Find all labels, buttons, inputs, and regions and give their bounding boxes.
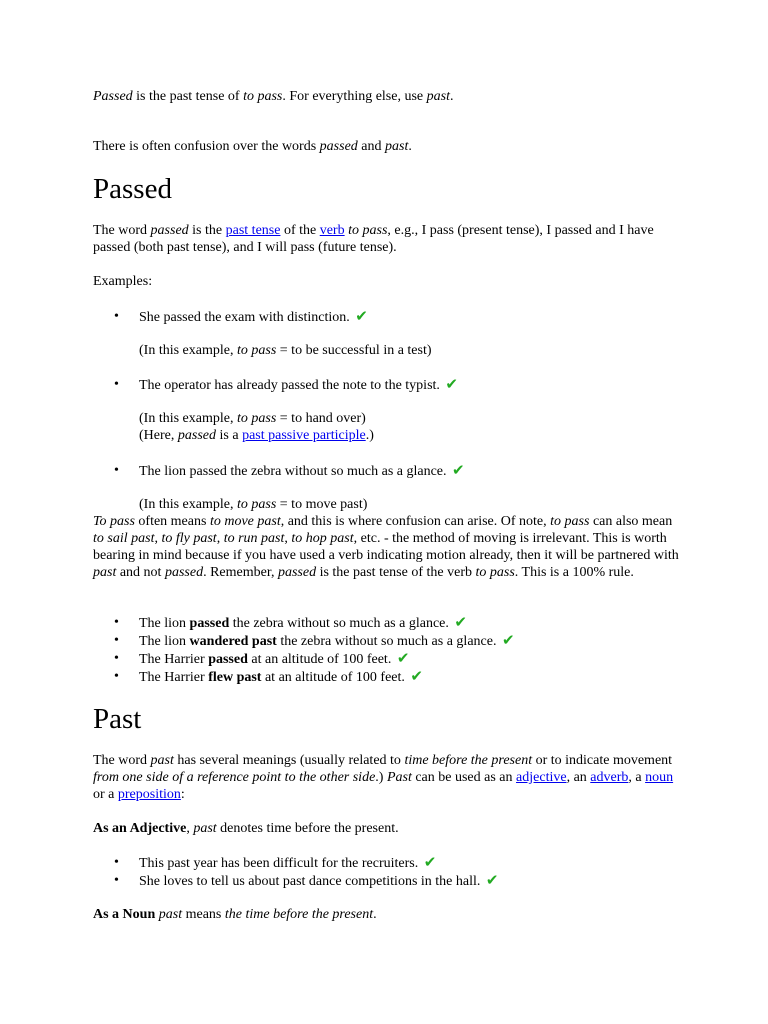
text: (In this example, <box>139 343 237 358</box>
link-past-tense[interactable]: past tense <box>225 223 281 238</box>
text: , a <box>628 770 646 785</box>
text: . <box>408 139 412 154</box>
italic-text: to fly past <box>161 531 217 546</box>
bold-text: As an Adjective <box>93 821 187 836</box>
link-verb[interactable]: verb <box>319 223 345 238</box>
italic-text: past <box>150 753 174 768</box>
adjective-examples-list <box>93 854 683 890</box>
text: . This is a 100% rule. <box>514 565 634 580</box>
text: , e.g., I pass (present tense), I passed and I have passed (both past tense), and I will pass (future tense). <box>93 223 654 255</box>
text: can also mean <box>589 514 673 529</box>
checkmark-icon: ✔ <box>355 307 368 325</box>
text: The lion <box>139 634 190 649</box>
italic-text: the time before the present <box>224 907 374 922</box>
link-noun[interactable]: noun <box>645 770 674 785</box>
italic-text: Past <box>386 770 412 785</box>
text: , an <box>566 770 591 785</box>
italic-text: To pass <box>93 514 135 529</box>
to-pass-paragraph <box>93 513 683 581</box>
list-item <box>93 872 683 890</box>
text: : <box>180 787 185 802</box>
italic-text: to sail past <box>93 531 155 546</box>
italic-text: to pass <box>348 223 388 238</box>
text: , <box>216 531 224 546</box>
italic-text: passed <box>150 223 189 238</box>
bold-text: passed <box>208 652 248 667</box>
example-2 <box>93 376 458 394</box>
italic-text: to pass <box>236 343 277 358</box>
italic-text: passed <box>319 139 358 154</box>
text: = to move past) <box>276 497 368 512</box>
checkmark-icon: ✔ <box>501 631 515 649</box>
checkmark-icon: ✔ <box>452 461 465 479</box>
text: (In this example, <box>139 497 237 512</box>
link-past-passive-participle[interactable]: past passive participle <box>242 428 366 443</box>
italic-text: to pass <box>236 411 277 426</box>
example-2-note-2 <box>93 427 374 444</box>
checkmark-icon: ✔ <box>445 375 458 393</box>
text: means <box>182 907 225 922</box>
italic-text: to pass <box>243 89 283 104</box>
checkmark-icon: ✔ <box>485 871 499 889</box>
list-item <box>93 614 683 632</box>
text: . For everything else, use <box>282 89 427 104</box>
italic-text: to pass <box>550 514 590 529</box>
text: . Remember, <box>203 565 278 580</box>
italic-text: passed <box>177 428 216 443</box>
text: at an altitude of 100 feet. <box>247 652 392 667</box>
text: = to be successful in a test) <box>276 343 432 358</box>
text: is the <box>188 223 226 238</box>
link-preposition[interactable]: preposition <box>117 787 181 802</box>
bold-text: flew past <box>208 670 262 685</box>
italic-text: to run past <box>223 531 285 546</box>
text: The lion <box>139 616 190 631</box>
text: The Harrier <box>139 652 209 667</box>
checkmark-icon: ✔ <box>423 853 437 871</box>
example-2-note <box>93 410 366 427</box>
text: of the <box>280 223 320 238</box>
text: is the past tense of the verb <box>316 565 476 580</box>
italic-text: passed <box>164 565 204 580</box>
example-text: The operator has already passed the note to the typist. <box>139 378 440 393</box>
text: , and this is where confusion can arise. Of note, <box>280 514 551 529</box>
italic-text: to pass <box>475 565 515 580</box>
text: and <box>357 139 386 154</box>
text: (In this example, <box>139 411 237 426</box>
italic-text: past <box>158 907 183 922</box>
text: .) <box>365 428 374 443</box>
text: .) <box>375 770 387 785</box>
text: and not <box>116 565 165 580</box>
italic-text: past <box>193 821 217 836</box>
italic-text: passed <box>277 565 317 580</box>
as-noun-line <box>93 906 377 923</box>
text: . <box>449 89 454 104</box>
text: often means <box>134 514 210 529</box>
text: The Harrier <box>139 670 209 685</box>
text: is a <box>216 428 243 443</box>
italic-text: past <box>426 89 450 104</box>
text: can be used as an <box>411 770 517 785</box>
examples-label: Examples: <box>93 274 153 289</box>
text: denotes time before the present. <box>216 821 399 836</box>
list-item <box>93 854 683 872</box>
past-definition <box>93 752 683 803</box>
intro-line-1 <box>93 88 453 105</box>
passed-definition <box>93 222 683 256</box>
text: The word <box>93 223 151 238</box>
example-3 <box>93 462 465 480</box>
text: This past year has been difficult for the recruiters. <box>139 856 419 871</box>
list-item <box>93 632 683 650</box>
link-adjective[interactable]: adjective <box>516 770 567 785</box>
bold-text: passed <box>189 616 230 631</box>
text: , <box>154 531 162 546</box>
text: She loves to tell us about past dance competitions in the hall. <box>139 874 481 889</box>
heading-past: Past <box>93 703 142 735</box>
as-adjective-line <box>93 820 399 837</box>
intro-line-2 <box>93 138 412 155</box>
list-item <box>93 650 683 668</box>
text: the zebra without so much as a glance. <box>276 634 497 649</box>
italic-text: to hop past <box>291 531 354 546</box>
text: . <box>373 907 377 922</box>
text: or a <box>93 787 118 802</box>
bold-examples-list <box>93 614 683 686</box>
checkmark-icon: ✔ <box>454 613 467 631</box>
italic-text: Passed <box>93 89 133 104</box>
example-3-note <box>93 496 367 513</box>
example-text: The lion passed the zebra without so much as a glance. <box>139 464 447 479</box>
heading-passed: Passed <box>93 173 172 205</box>
text: is the past tense of <box>132 89 244 104</box>
text: There is often confusion over the words <box>93 139 320 154</box>
link-adverb[interactable]: adverb <box>590 770 629 785</box>
text: at an altitude of 100 feet. <box>261 670 405 685</box>
italic-text: to pass <box>236 497 277 512</box>
example-1-note <box>93 342 432 359</box>
italic-text: past <box>385 139 409 154</box>
bold-text: wandered past <box>189 634 277 649</box>
text: has several meanings (usually related to <box>173 753 405 768</box>
checkmark-icon: ✔ <box>410 667 423 685</box>
italic-text: past <box>93 565 117 580</box>
text: , etc. - the method of moving is irrelevant. This is worth bearing in mind because if you have used a verb indicating motion already, then it will be partnered with <box>93 531 679 563</box>
example-1 <box>93 308 368 326</box>
checkmark-icon: ✔ <box>396 649 410 667</box>
text: or to indicate movement <box>532 753 673 768</box>
text: , <box>186 821 194 836</box>
bold-text: As a Noun <box>93 907 156 922</box>
list-item <box>93 668 683 686</box>
text: (Here, <box>139 428 178 443</box>
italic-text: from one side of a reference point to the other side <box>93 770 376 785</box>
text: The word <box>93 753 151 768</box>
italic-text: to move past <box>209 514 281 529</box>
italic-text: time before the present <box>404 753 533 768</box>
text: = to hand over) <box>276 411 366 426</box>
text: the zebra without so much as a glance. <box>229 616 449 631</box>
example-text: She passed the exam with distinction. <box>139 310 350 325</box>
text: , <box>284 531 292 546</box>
